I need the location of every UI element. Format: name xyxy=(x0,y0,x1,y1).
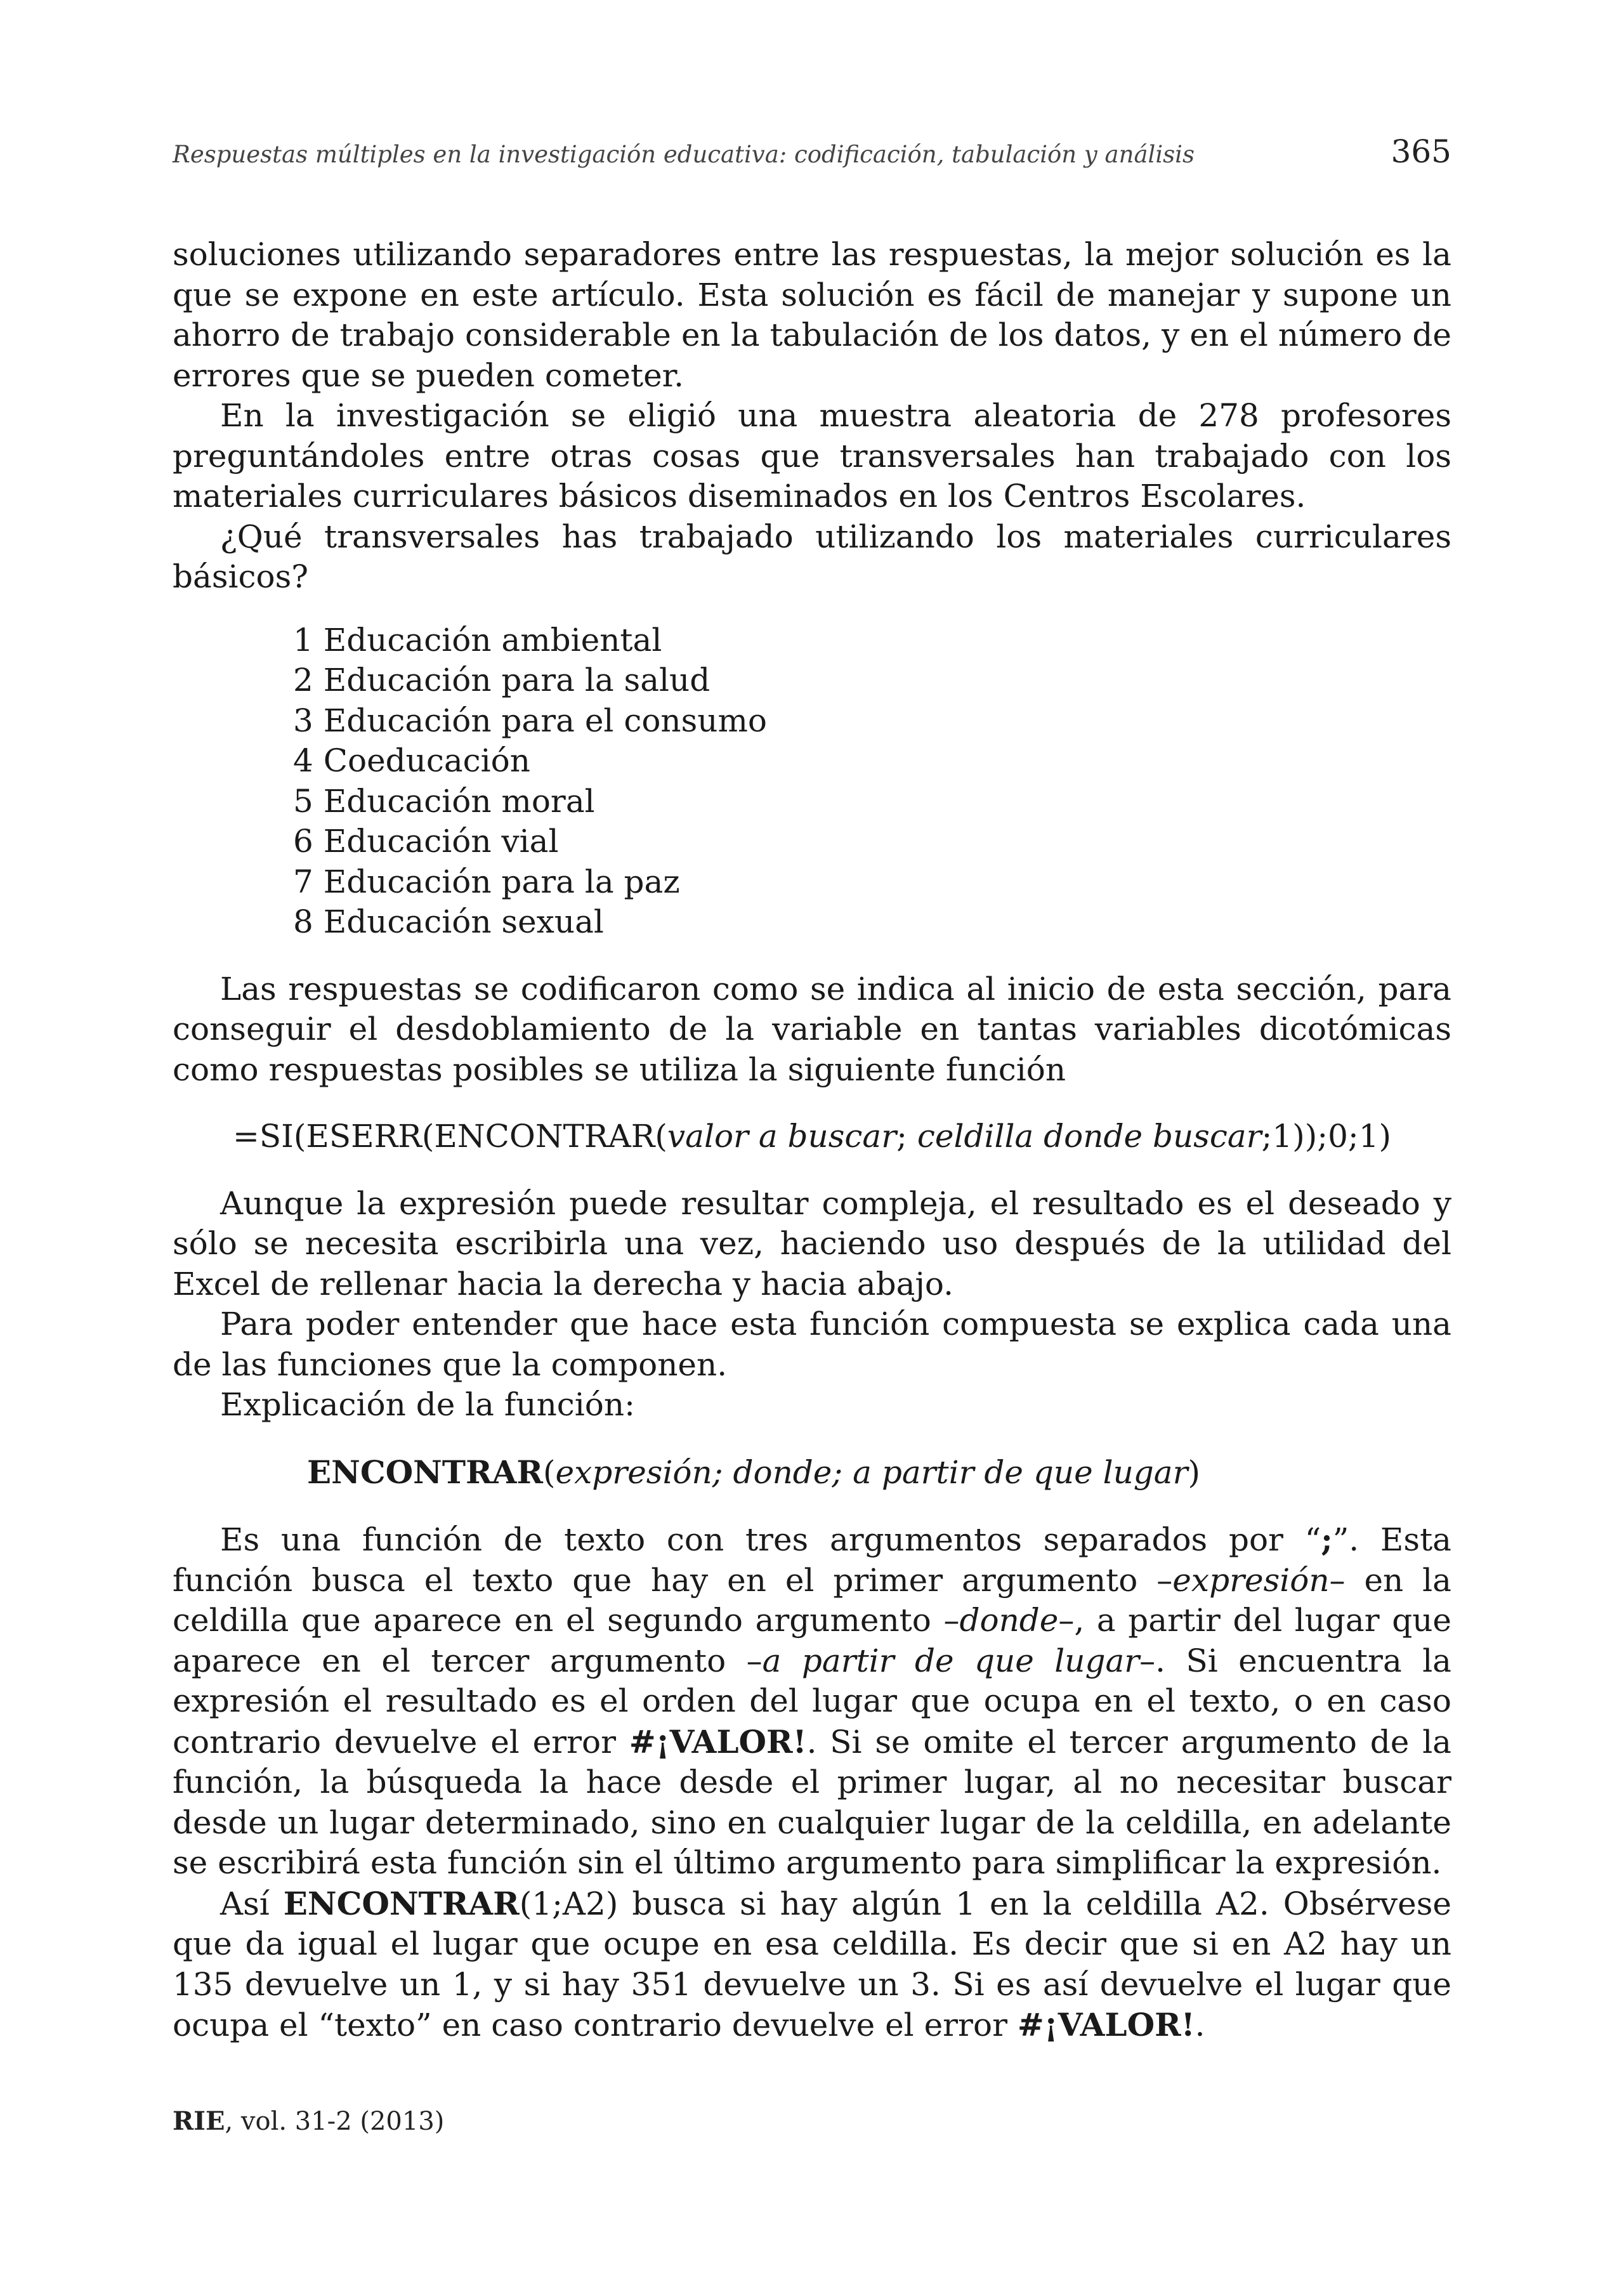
separator-symbol: ; xyxy=(1321,1521,1333,1558)
formula-open-paren: ( xyxy=(542,1453,556,1491)
options-list xyxy=(173,620,1451,943)
list-item: 7 Educación para la paz xyxy=(293,863,680,900)
text-span: – en la celdilla que aparece en el segundo argumento – xyxy=(173,1561,1451,1639)
text-span: . Si se omite el tercer argumento de la función, la búsqueda la hace desde el primer lugar, al no necesitar buscar desde un lugar determinado, sino en cualquier lugar de la celdilla, en adelante se escribirá esta función sin el último argumento para simplificar la expresión. xyxy=(173,1723,1451,1881)
formula-arg-celdilla: celdilla donde buscar xyxy=(917,1118,1262,1155)
formula-si-eserr xyxy=(173,1117,1451,1157)
list-item: 8 Educación sexual xyxy=(293,903,604,940)
journal-volume: , vol. 31-2 (2013) xyxy=(225,2107,445,2136)
text-span: –. Si encuentra la expresión el resultado es el orden del lugar que ocupa en el texto, o en caso contrario devuelve el error xyxy=(173,1642,1451,1760)
formula-arg-valor: valor a buscar xyxy=(667,1118,897,1155)
formula-prefix: =SI(ESERR(ENCONTRAR( xyxy=(232,1118,667,1155)
formula-function-name: ENCONTRAR xyxy=(307,1453,543,1491)
text-span: ”. Esta función busca el texto que hay en el primer argumento – xyxy=(173,1521,1451,1599)
paragraph-6: Para poder entender que hace esta función compuesta se explica cada una de las funciones que la componen. xyxy=(173,1306,1451,1383)
text-span: Es una función de texto con tres argumentos separados por “ xyxy=(220,1521,1321,1558)
body-text xyxy=(173,235,1451,2046)
running-title: Respuestas múltiples en la investigación educativa: codificación, tabulación y análisis xyxy=(173,141,1195,168)
list-item: 3 Educación para el consumo xyxy=(293,702,767,739)
paragraph-8 xyxy=(173,1519,1451,1884)
page-number: 365 xyxy=(1391,133,1451,170)
formula-encontrar xyxy=(307,1452,1451,1493)
list-item: 2 Educación para la salud xyxy=(293,662,710,698)
text-span: . xyxy=(1195,2007,1205,2043)
paragraph-1: soluciones utilizando separadores entre las respuestas, la mejor solución es la que se expone en este artículo. Esta solución es fácil de manejar y supone un ahorro de trabajo considerable en la tabulación de los datos, y en el número de errores que se pueden cometer. xyxy=(173,236,1451,394)
list-item: 5 Educación moral xyxy=(293,782,595,820)
list-item: 4 Coeducación xyxy=(293,742,530,779)
error-value: #¡VALOR! xyxy=(1017,2006,1195,2043)
formula-close-paren: ) xyxy=(1188,1453,1201,1491)
text-span: –, a partir del lugar que aparece en el tercer argumento – xyxy=(173,1602,1452,1679)
function-name: ENCONTRAR xyxy=(283,1884,520,1922)
error-value: #¡VALOR! xyxy=(629,1722,807,1760)
arg-expresion: expresión xyxy=(1172,1561,1330,1599)
paragraph-2: En la investigación se eligió una muestra aleatoria de 278 profesores preguntándoles entre otras cosas que transversales han trabajado con los materiales curriculares básicos diseminados en los Centros Escolares. xyxy=(173,397,1451,515)
text-span: (1;A2) busca si hay algún 1 en la celdilla A2. Obsérvese que da igual el lugar que ocupe en esa celdilla. Es decir que si en A2 hay un 135 devuelve un 1, y si hay 351 devuelve un 3. Si es así devuelve el lugar que ocupa el “texto” en caso contrario devuelve el error xyxy=(173,1885,1451,2043)
formula-arguments: expresión; donde; a partir de que lugar xyxy=(555,1453,1188,1491)
arg-a-partir: a partir de que lugar xyxy=(762,1642,1140,1679)
list-item: 6 Educación vial xyxy=(293,823,559,860)
question-text: ¿Qué transversales has trabajado utilizando los materiales curriculares básicos? xyxy=(173,518,1451,595)
paragraph-4: Las respuestas se codificaron como se indica al inicio de esta sección, para conseguir el desdoblamiento de la variable en tantas variables dicotómicas como respuestas posibles se utiliza la siguiente función xyxy=(173,970,1451,1088)
arg-donde: donde xyxy=(959,1602,1059,1639)
formula-separator: ; xyxy=(896,1118,917,1155)
list-item: 1 Educación ambiental xyxy=(293,621,662,659)
paragraph-7: Explicación de la función: xyxy=(220,1386,635,1423)
page-footer xyxy=(173,2106,444,2136)
formula-suffix: ;1));0;1) xyxy=(1261,1118,1392,1155)
text-span: Así xyxy=(220,1885,284,1922)
paragraph-5: Aunque la expresión puede resultar compleja, el resultado es el deseado y sólo se necesita escribirla una vez, haciendo uso después de la utilidad del Excel de rellenar hacia la derecha y hacia abajo. xyxy=(173,1184,1451,1302)
journal-name: RIE xyxy=(173,2106,225,2136)
paragraph-9 xyxy=(173,1884,1451,2046)
page-header xyxy=(173,133,1451,178)
